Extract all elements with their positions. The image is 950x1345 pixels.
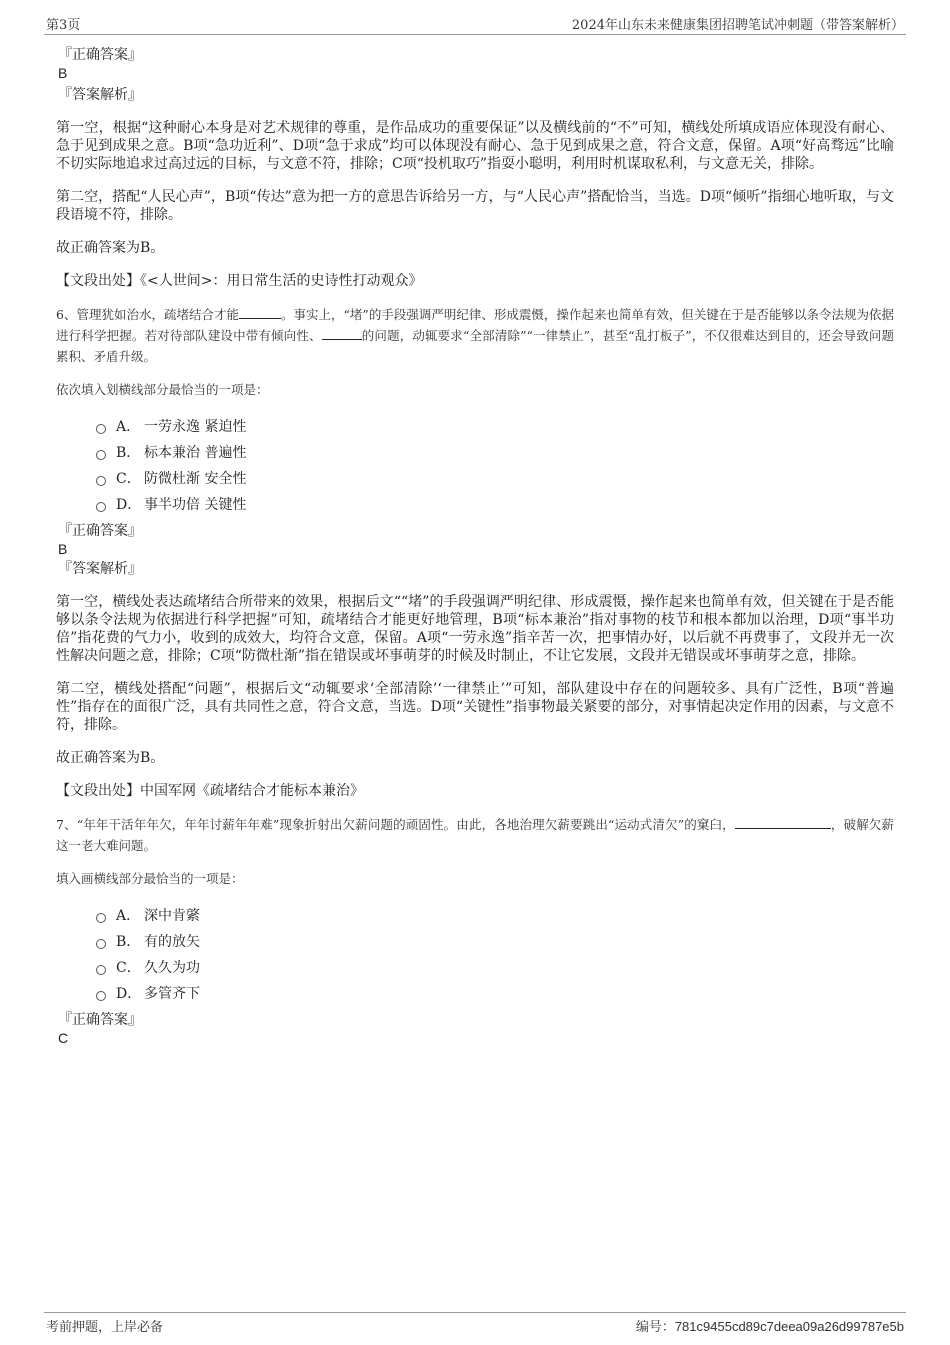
document-code: 编号：781c9455cd89c7deea09a26d99787e5b — [635, 1319, 904, 1334]
analysis-paragraph: 第一空，横线处表达疏堵结合所带来的效果，根据后文““堵”的手段强调严明纪律、形成震慑，操作起来也简单有效，但关键在于是否能够以条令法规为依据进行科学把握”可知，疏堵结合才能更好地管理，B项“标本兼治”指对事物的枝节和根本都加以治理，D项“事半功倍”指花费的气力小，收到的成效大，均符合文意，保留。A项“一劳永逸”指辛苦一次，把事情办好，以后就不再费事了，文段并无一次性解决问题之意，排除；C项“防微杜渐”指在错误或坏事萌芽的时候及时制止，不让它发展，文段并无错误或坏事萌芽之意，排除。 — [56, 594, 894, 664]
analysis-label: 『答案解析』 — [58, 87, 142, 103]
option-b[interactable]: B． 标本兼治 普遍性 — [96, 440, 894, 466]
question-instruction: 依次填入划横线部分最恰当的一项是： — [56, 382, 269, 397]
option-a[interactable]: A． 一劳永逸 紧迫性 — [96, 414, 894, 440]
options-list — [96, 414, 894, 518]
option-b[interactable]: B． 有的放矢 — [96, 929, 894, 955]
analysis-paragraph: 第二空，搭配“人民心声”，B项“传达”意为把一方的意思告诉给另一方，与“人民心声”搭配恰当，当选。D项“倾听”指细心地听取，与文段语境不符，排除。 — [56, 189, 894, 223]
source-note: 【文段出处】《<人世间>：用日常生活的史诗性打动观众》 — [56, 273, 423, 289]
radio-icon[interactable] — [96, 913, 106, 923]
options-list — [96, 903, 894, 1007]
fill-blank — [735, 816, 831, 829]
question-7 — [56, 814, 894, 1048]
option-d[interactable]: D． 事半功倍 关键性 — [96, 492, 894, 518]
analysis-paragraph: 第二空，横线处搭配“问题”，根据后文“动辄要求‘全部清除’‘一律禁止’”可知，部队建设中存在的问题较多、具有广泛性，B项“普遍性”指存在的面很广泛，具有共同性之意，符合文意，当选。D项“关键性”指事物最关紧要的部分，对事情起决定作用的因素，与文意不符，排除。 — [56, 681, 894, 733]
document-body — [56, 46, 894, 1048]
page-number: 第3页 — [46, 18, 81, 33]
question-6 — [56, 304, 894, 800]
question-text: 6、管理犹如治水，疏堵结合才能 。事实上，“堵”的手段强调严明纪律、形成震慑，操作起来也简单有效，但关键在于是否能够以条令法规为依据进行科学把握。若对待部队建设中带有倾向性、 的问题，动辄要求“全部清除”“一律禁止”，甚至“乱打板子”，不仅很难达到目的，还会导致问题累积、矛盾升级。 — [56, 307, 894, 364]
radio-icon[interactable] — [96, 502, 106, 512]
source-note: 【文段出处】中国军网《疏堵结合才能标本兼治》 — [56, 783, 364, 799]
fill-blank — [322, 327, 362, 340]
correct-answer-label: 『正确答案』 — [58, 1012, 142, 1028]
radio-icon[interactable] — [96, 991, 106, 1001]
question-5-tail — [56, 46, 894, 290]
footer-slogan: 考前押题，上岸必备 — [46, 1320, 164, 1335]
correct-answer-value: B — [58, 541, 68, 557]
conclusion: 故正确答案为B。 — [56, 750, 165, 766]
radio-icon[interactable] — [96, 424, 106, 434]
radio-icon[interactable] — [96, 450, 106, 460]
question-text: 7、“年年干活年年欠，年年讨薪年年难”现象折射出欠薪问题的顽固性。由此，各地治理欠薪要跳出“运动式清欠”的窠臼， ，破解欠薪这一老大难问题。 — [56, 817, 894, 853]
document-title: 2024年山东未来健康集团招聘笔试冲刺题（带答案解析） — [571, 18, 904, 33]
page-footer — [44, 1312, 906, 1333]
option-c[interactable]: C． 久久为功 — [96, 955, 894, 981]
radio-icon[interactable] — [96, 476, 106, 486]
fill-blank — [239, 306, 281, 319]
correct-answer-label: 『正确答案』 — [58, 523, 142, 539]
correct-answer-value: B — [58, 65, 68, 81]
option-d[interactable]: D． 多管齐下 — [96, 981, 894, 1007]
correct-answer-value: C — [58, 1030, 69, 1046]
question-instruction: 填入画横线部分最恰当的一项是： — [56, 871, 244, 886]
analysis-label: 『答案解析』 — [58, 561, 142, 577]
option-a[interactable]: A． 深中肯綮 — [96, 903, 894, 929]
radio-icon[interactable] — [96, 965, 106, 975]
analysis-paragraph: 第一空，根据“这种耐心本身是对艺术规律的尊重，是作品成功的重要保证”以及横线前的“不”可知，横线处所填成语应体现没有耐心、急于见到成果之意。B项“急功近利”、D项“急于求成”均可以体现没有耐心、急于见到成果之意，符合文意，保留。A项“好高骛远”比喻不切实际地追求过高过远的目标，与文意不符，排除；C项“投机取巧”指耍小聪明，利用时机谋取私利，与文意无关，排除。 — [56, 120, 894, 172]
page-header — [44, 12, 906, 35]
radio-icon[interactable] — [96, 939, 106, 949]
correct-answer-label: 『正确答案』 — [58, 47, 142, 63]
conclusion: 故正确答案为B。 — [56, 240, 165, 256]
option-c[interactable]: C． 防微杜渐 安全性 — [96, 466, 894, 492]
